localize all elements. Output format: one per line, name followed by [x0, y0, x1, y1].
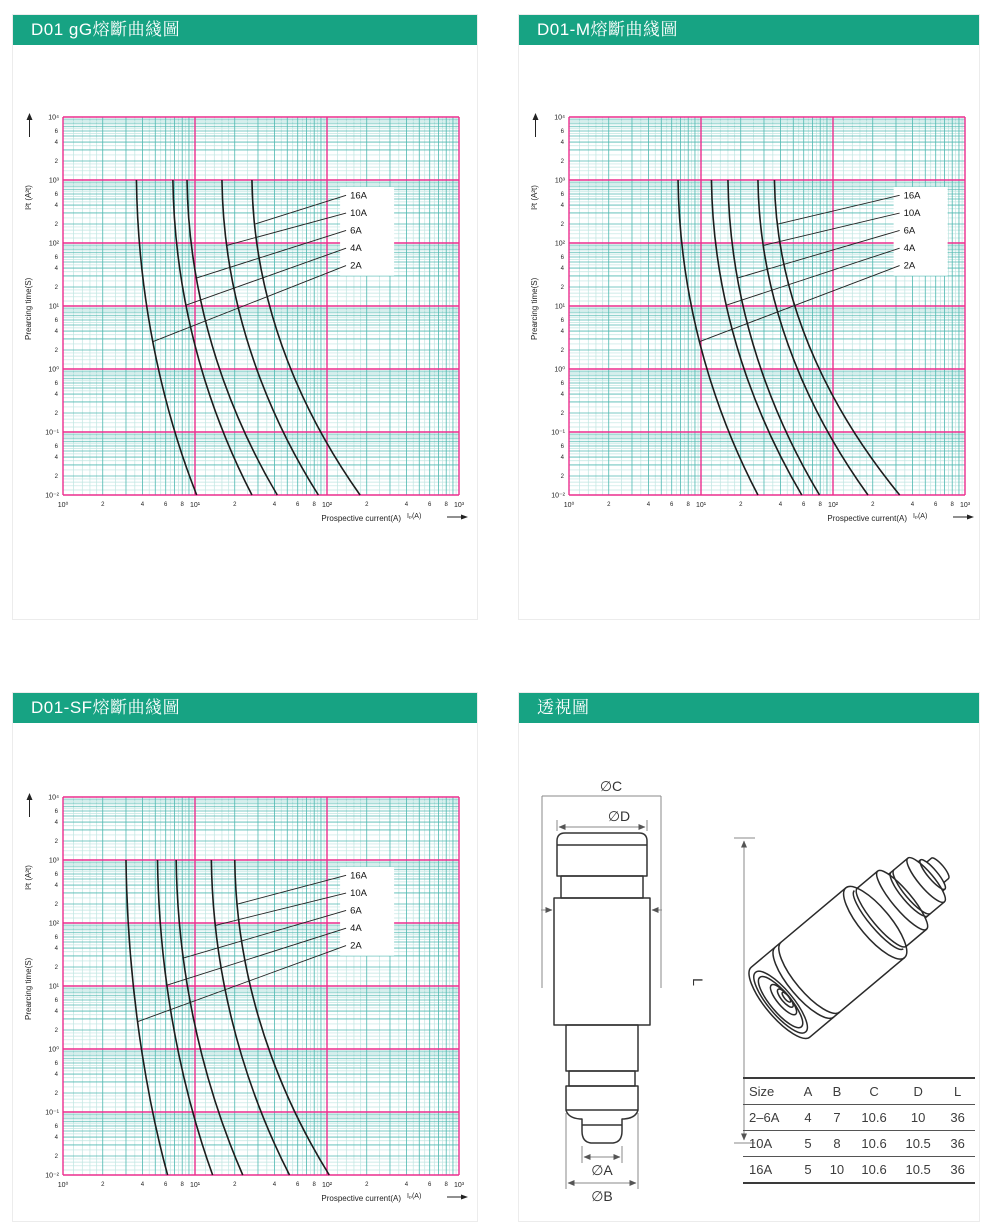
svg-text:6: 6: [54, 191, 58, 198]
dim-table-cell: 16A: [743, 1157, 794, 1184]
svg-text:10³: 10³: [959, 502, 971, 509]
svg-text:10⁰: 10⁰: [57, 502, 69, 509]
svg-text:2: 2: [54, 474, 58, 481]
svg-text:10⁰: 10⁰: [48, 366, 59, 374]
dim-table-cell: 10.6: [852, 1131, 896, 1157]
svg-text:10⁰: 10⁰: [563, 502, 575, 509]
svg-text:10¹: 10¹: [695, 502, 707, 509]
dim-table-header-size: Size: [743, 1078, 794, 1105]
table-row: [743, 1157, 975, 1184]
svg-text:2: 2: [54, 222, 58, 229]
svg-text:2: 2: [871, 502, 875, 508]
dim-table-cell: 4: [794, 1105, 822, 1131]
dim-table-cell: 2–6A: [743, 1105, 794, 1131]
svg-text:4: 4: [54, 392, 58, 399]
curve-label-2A: 2A: [350, 940, 362, 952]
curve-label-10A: 10A: [350, 888, 368, 900]
svg-text:6: 6: [54, 871, 58, 878]
svg-text:2: 2: [739, 502, 743, 508]
dim-table-cell: 10A: [743, 1131, 794, 1157]
dim-table-cell: 10.5: [896, 1131, 940, 1157]
svg-text:10²: 10²: [321, 1182, 333, 1189]
x-axis-arrow-icon: [461, 515, 468, 520]
curve-label-4A: 4A: [350, 923, 362, 935]
svg-text:6: 6: [54, 254, 58, 261]
panel-d01-m: [518, 14, 980, 620]
svg-text:4: 4: [54, 140, 58, 147]
svg-text:2: 2: [54, 348, 58, 355]
svg-text:4: 4: [560, 266, 564, 273]
svg-text:10²: 10²: [48, 920, 59, 928]
dimension-table: [743, 1077, 975, 1184]
dim-table-cell: 10: [896, 1105, 940, 1131]
dim-label-b: ∅B: [591, 1188, 613, 1204]
svg-text:10¹: 10¹: [189, 502, 201, 509]
x-axis-title: Prospective current(A): [827, 514, 907, 523]
panel-title-d01-gg: D01 gG熔斷曲綫圖: [13, 15, 477, 45]
dim-label-c: ∅C: [599, 778, 623, 794]
svg-text:8: 8: [950, 502, 954, 508]
curve-label-2A: 2A: [903, 260, 916, 272]
svg-text:6: 6: [54, 443, 58, 450]
svg-text:2: 2: [560, 411, 564, 418]
x-axis-title: Prospective current(A): [321, 1194, 401, 1203]
svg-text:4: 4: [560, 140, 564, 147]
svg-text:10⁴: 10⁴: [554, 114, 565, 122]
svg-text:6: 6: [54, 1060, 58, 1067]
dim-table-cell: 10.6: [852, 1105, 896, 1131]
svg-text:10⁰: 10⁰: [57, 1182, 69, 1189]
x-axis-arrow-icon: [461, 1195, 468, 1200]
fuse-curve-chart-sf: [21, 783, 473, 1215]
svg-text:2: 2: [365, 502, 369, 508]
svg-text:4: 4: [140, 1182, 145, 1188]
svg-text:8: 8: [180, 1182, 184, 1188]
dim-label-a: ∅A: [591, 1162, 613, 1178]
svg-text:8: 8: [180, 502, 184, 508]
log-grid: [63, 117, 459, 495]
svg-text:10²: 10²: [48, 240, 59, 248]
svg-text:2: 2: [54, 1154, 58, 1161]
dim-table-cell: 7: [822, 1105, 852, 1131]
svg-text:2: 2: [233, 1182, 237, 1188]
svg-text:2: 2: [365, 1182, 369, 1188]
svg-text:6: 6: [560, 128, 564, 135]
svg-text:4: 4: [54, 203, 58, 210]
svg-text:10⁴: 10⁴: [48, 114, 59, 122]
x-axis-arrow-icon: [967, 515, 974, 520]
svg-text:6: 6: [54, 808, 58, 815]
svg-text:6: 6: [54, 934, 58, 941]
svg-text:10⁰: 10⁰: [554, 366, 565, 374]
svg-text:10⁻²: 10⁻²: [551, 492, 565, 500]
svg-text:6: 6: [802, 502, 806, 508]
fuse-outline: [554, 833, 650, 1143]
dim-table-cell: 36: [940, 1131, 975, 1157]
dim-table-cell: 36: [940, 1105, 975, 1131]
svg-text:2: 2: [54, 159, 58, 166]
svg-text:4: 4: [54, 266, 58, 273]
svg-text:4: 4: [54, 1009, 58, 1016]
y-axis-unit: I²t (A²t): [530, 185, 539, 210]
svg-text:4: 4: [54, 820, 58, 827]
svg-text:4: 4: [560, 203, 564, 210]
curve-label-16A: 16A: [350, 190, 368, 202]
curve-label-6A: 6A: [350, 905, 362, 917]
dim-table-cell: 10.6: [852, 1157, 896, 1184]
svg-text:4: 4: [646, 502, 651, 508]
curve-label-10A: 10A: [350, 208, 368, 220]
y-axis-arrow-icon: [27, 113, 33, 120]
dim-label-d: ∅D: [607, 808, 631, 824]
y-axis-unit: I²t (A²t): [24, 865, 33, 890]
x-axis-title: Prospective current(A): [321, 514, 401, 523]
log-grid: [63, 797, 459, 1175]
svg-text:4: 4: [272, 502, 277, 508]
dim-table-header-a: A: [794, 1078, 822, 1105]
svg-text:6: 6: [428, 1182, 432, 1188]
dim-table-cell: 36: [940, 1157, 975, 1184]
svg-text:4: 4: [54, 329, 58, 336]
svg-text:8: 8: [312, 1182, 316, 1188]
svg-text:2: 2: [54, 411, 58, 418]
svg-text:2: 2: [233, 502, 237, 508]
curve-label-4A: 4A: [350, 243, 362, 255]
svg-text:4: 4: [778, 502, 783, 508]
svg-text:6: 6: [560, 191, 564, 198]
svg-text:2: 2: [54, 1028, 58, 1035]
svg-text:4: 4: [54, 455, 58, 462]
svg-text:4: 4: [54, 1072, 58, 1079]
y-axis-arrow-icon: [27, 793, 33, 800]
svg-text:2: 2: [54, 965, 58, 972]
svg-text:6: 6: [54, 380, 58, 387]
log-grid: [569, 117, 965, 495]
svg-text:4: 4: [54, 946, 58, 953]
dim-table-cell: 10: [822, 1157, 852, 1184]
svg-text:6: 6: [54, 997, 58, 1004]
svg-text:6: 6: [164, 1182, 168, 1188]
svg-text:2: 2: [607, 502, 611, 508]
svg-text:2: 2: [54, 285, 58, 292]
svg-text:8: 8: [686, 502, 690, 508]
svg-text:6: 6: [560, 317, 564, 324]
svg-text:6: 6: [934, 502, 938, 508]
svg-text:10⁰: 10⁰: [48, 1046, 59, 1054]
svg-text:2: 2: [560, 159, 564, 166]
svg-text:2: 2: [560, 348, 564, 355]
dim-table-header-c: C: [852, 1078, 896, 1105]
svg-text:10³: 10³: [453, 1182, 465, 1189]
curve-label-16A: 16A: [350, 870, 368, 882]
panel-d01-sf: [12, 692, 478, 1222]
svg-text:10²: 10²: [827, 502, 839, 509]
x-axis-unit: Iₚ(A): [407, 1193, 422, 1200]
svg-text:10³: 10³: [48, 177, 59, 185]
svg-text:6: 6: [54, 1123, 58, 1130]
curve-label-16A: 16A: [903, 190, 921, 202]
svg-text:6: 6: [164, 502, 168, 508]
y-axis-title: Prearcing time(S): [530, 277, 539, 340]
x-axis-unit: Iₚ(A): [407, 513, 422, 520]
curve-label-6A: 6A: [903, 225, 916, 237]
svg-text:6: 6: [296, 502, 300, 508]
dim-table-header-l: L: [940, 1078, 975, 1105]
svg-text:6: 6: [428, 502, 432, 508]
curve-label-4A: 4A: [903, 243, 916, 255]
panel-title-d01-sf: D01-SF熔斷曲綫圖: [13, 693, 477, 723]
svg-text:10⁻²: 10⁻²: [45, 1172, 59, 1180]
svg-text:4: 4: [140, 502, 145, 508]
svg-text:8: 8: [312, 502, 316, 508]
table-row: [743, 1105, 975, 1131]
svg-text:10⁻²: 10⁻²: [45, 492, 59, 500]
y-axis-unit: I²t (A²t): [24, 185, 33, 210]
svg-text:6: 6: [560, 380, 564, 387]
svg-text:2: 2: [54, 839, 58, 846]
panel-title-d01-m: D01-M熔斷曲綫圖: [519, 15, 979, 45]
svg-text:4: 4: [560, 455, 564, 462]
curve-label-10A: 10A: [903, 208, 921, 220]
panel-perspective-view: [518, 692, 980, 1222]
svg-text:10⁻¹: 10⁻¹: [551, 429, 565, 437]
svg-text:2: 2: [560, 285, 564, 292]
svg-text:10⁻¹: 10⁻¹: [45, 429, 59, 437]
svg-text:2: 2: [101, 1182, 105, 1188]
curve-label-2A: 2A: [350, 260, 362, 272]
fuse-3d-drawing: [737, 788, 977, 1078]
curve-label-6A: 6A: [350, 225, 362, 237]
svg-text:8: 8: [444, 1182, 448, 1188]
svg-text:10⁴: 10⁴: [48, 794, 59, 802]
svg-text:4: 4: [54, 1135, 58, 1142]
svg-text:10³: 10³: [554, 177, 565, 185]
svg-text:2: 2: [560, 222, 564, 229]
svg-text:4: 4: [272, 1182, 277, 1188]
svg-text:10²: 10²: [321, 502, 333, 509]
fuse-curve-chart-gg: [21, 103, 473, 535]
svg-text:10¹: 10¹: [189, 1182, 201, 1189]
svg-text:10¹: 10¹: [554, 303, 565, 311]
y-axis-title: Prearcing time(S): [24, 957, 33, 1020]
panel-d01-gg: [12, 14, 478, 620]
svg-text:2: 2: [560, 474, 564, 481]
svg-text:10³: 10³: [453, 502, 465, 509]
dim-table-cell: 5: [794, 1157, 822, 1184]
svg-text:4: 4: [404, 502, 409, 508]
svg-text:4: 4: [560, 329, 564, 336]
dim-table-header-d: D: [896, 1078, 940, 1105]
svg-text:10³: 10³: [48, 857, 59, 865]
y-axis-arrow-icon: [533, 113, 539, 120]
dim-label-l: L: [690, 978, 706, 986]
svg-text:4: 4: [54, 883, 58, 890]
svg-text:4: 4: [560, 392, 564, 399]
svg-text:10⁻¹: 10⁻¹: [45, 1109, 59, 1117]
svg-text:8: 8: [444, 502, 448, 508]
svg-text:4: 4: [404, 1182, 409, 1188]
svg-text:2: 2: [101, 502, 105, 508]
svg-text:6: 6: [54, 128, 58, 135]
dim-table-cell: 10.5: [896, 1157, 940, 1184]
x-axis-unit: Iₚ(A): [913, 513, 928, 520]
svg-text:8: 8: [818, 502, 822, 508]
y-axis-title: Prearcing time(S): [24, 277, 33, 340]
dim-table-cell: 5: [794, 1131, 822, 1157]
dim-table-header-b: B: [822, 1078, 852, 1105]
table-row: [743, 1131, 975, 1157]
svg-text:6: 6: [670, 502, 674, 508]
svg-text:6: 6: [296, 1182, 300, 1188]
fuse-curve-chart-m: [527, 103, 979, 535]
svg-text:4: 4: [910, 502, 915, 508]
svg-text:10²: 10²: [554, 240, 565, 248]
panel-title-perspective: 透視圖: [519, 693, 979, 723]
svg-text:6: 6: [560, 443, 564, 450]
svg-text:10¹: 10¹: [48, 983, 59, 991]
svg-text:6: 6: [560, 254, 564, 261]
dim-table-cell: 8: [822, 1131, 852, 1157]
svg-text:2: 2: [54, 1091, 58, 1098]
svg-text:10¹: 10¹: [48, 303, 59, 311]
svg-text:2: 2: [54, 902, 58, 909]
svg-text:6: 6: [54, 317, 58, 324]
